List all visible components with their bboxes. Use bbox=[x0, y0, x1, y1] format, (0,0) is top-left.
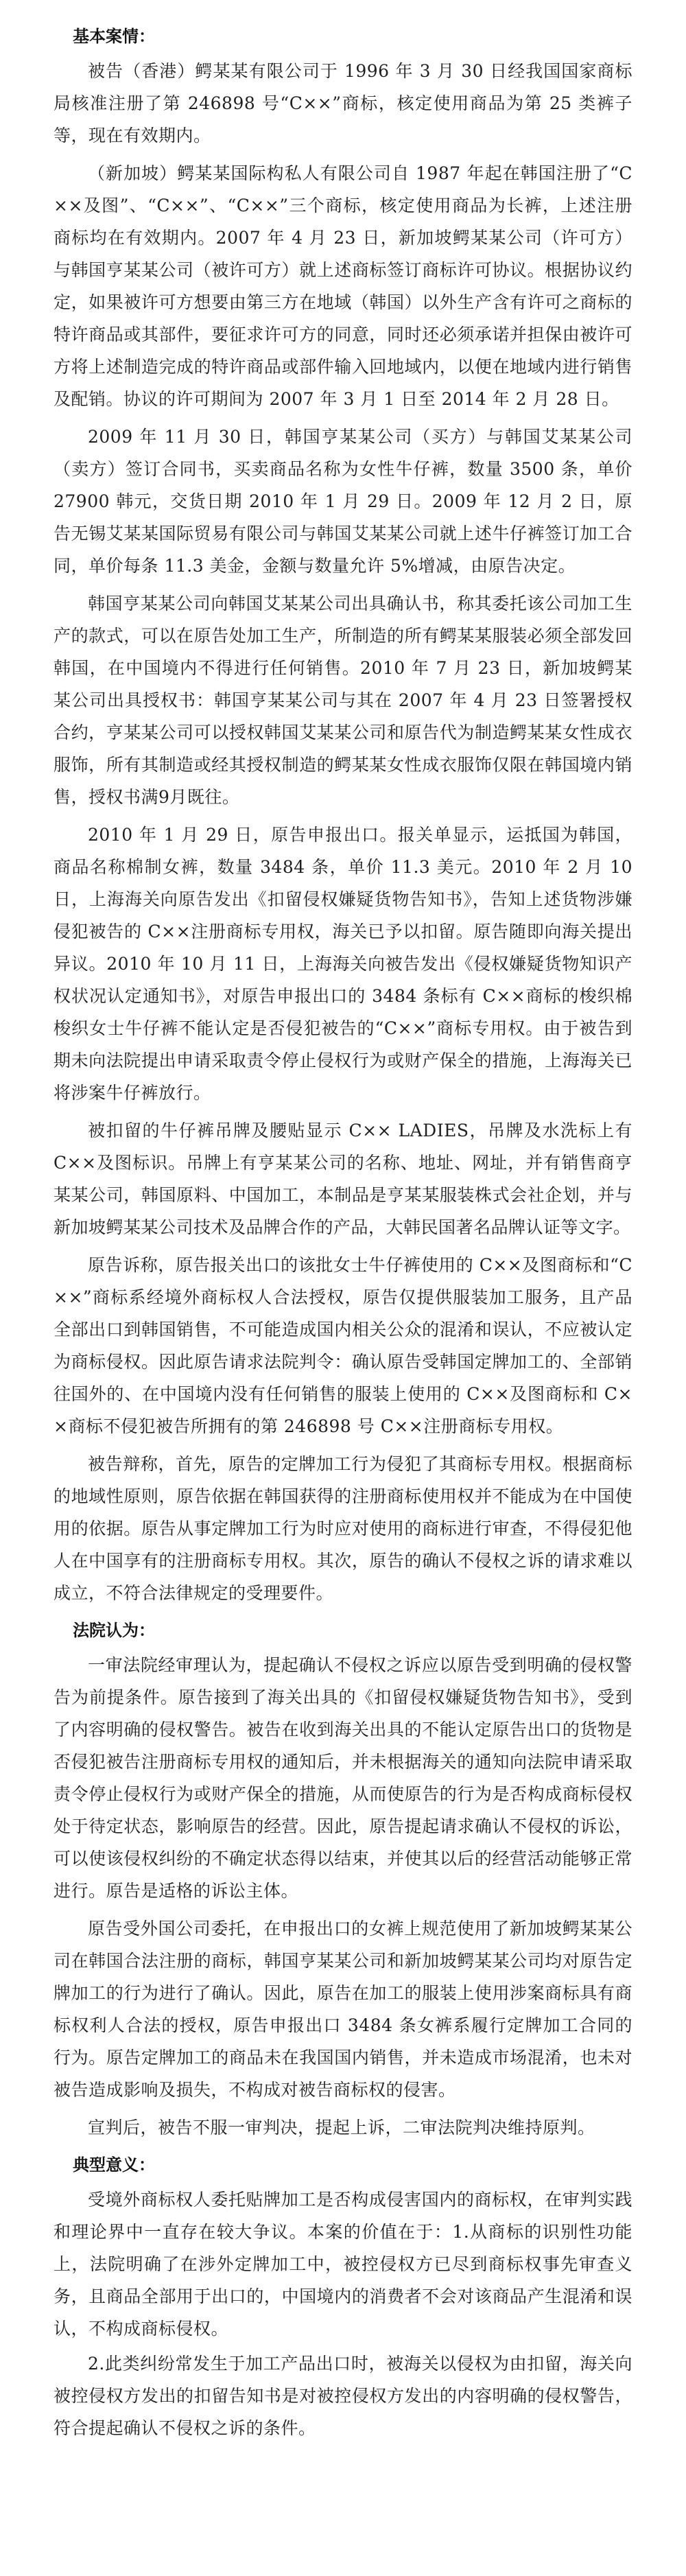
paragraph: 原告诉称，原告报关出口的该批女士牛仔裤使用的 C××及图商标和“C××”商标系经境外商标权人合法授权，原告仅提供服装加工服务，且产品全部出口到韩国销售，不可能造成国内相关公众的混淆和误认，不应被认定为商标侵权。因此原告请求法院判令：确认原告受韩国定牌加工的、全部销往国外的、在中国境内没有任何销售的服装上使用的 C××及图商标和 C××商标不侵犯被告所拥有的第 246898 号 C××注册商标专用权。 bbox=[54, 1255, 632, 1436]
paragraph: 宣判后，被告不服一审判决，提起上诉，二审法院判决维持原判。 bbox=[88, 2118, 595, 2138]
paragraph: 被扣留的牛仔裤吊牌及腰贴显示 C×× LADIES，吊牌及水洗标上有 C××及图标识。吊牌上有亨某某公司的名称、地址、网址，并有销售商亨某某公司，韩国原料、中国加工，本制品是亨某某服装株式会社企划，并与新加坡鳄某某公司技术及品牌合作的产品，大韩民国著名品牌认证等文字。 bbox=[54, 1121, 632, 1237]
paragraph: 原告受外国公司委托，在申报出口的女裤上规范使用了新加坡鳄某某公司在韩国合法注册的商标，韩国亨某某公司和新加坡鳄某某公司均对原告定牌加工的行为进行了确认。因此，原告在加工的服装上使用涉案商标具有商标权利人合法的授权，原告申报出口 3484 条女裤系履行定牌加工合同的行为。原告定牌加工的商品未在我国国内销售，并未造成市场混淆，也未对被告造成影响及损失，不构成对被告商标权的侵害。 bbox=[54, 1919, 632, 2100]
paragraph: 受境外商标权人委托贴牌加工是否构成侵害国内的商标权，在审判实践和理论界中一直存在较大争议。本案的价值在于：1.从商标的识别性功能上，法院明确了在涉外定牌加工中，被控侵权方已尽到商标权事先审查义务，且商品全部用于出口的，中国境内的消费者不会对该商品产生混淆和误认，不构成商标侵权。 bbox=[54, 2190, 632, 2339]
paragraph: 韩国亨某某公司向韩国艾某某公司出具确认书，称其委托该公司加工生产的款式，可以在原告处加工生产，所制造的所有鳄某某服装必须全部发回韩国，在中国境内不得进行任何销售。2010 年 7 月 23 日，新加坡鳄某某公司出具授权书：韩国亨某某公司与其在 2007 年 4 月 23 日签署授权合约，亨某某公司可以授权韩国艾某某公司和原告代为制造鳄某某女性成衣服饰，所有其制造或经其授权制造的鳄某某女性成衣服饰仅限在韩国境内销售，授权书满9月既往。 bbox=[54, 594, 632, 807]
section-heading-basic-facts: 基本案情： bbox=[73, 26, 155, 46]
paragraph: 被告（香港）鳄某某有限公司于 1996 年 3 月 30 日经我国国家商标局核准注册了第 246898 号“C××”商标，核定使用商品为第 25 类裤子等，现在有效期内。 bbox=[54, 61, 632, 145]
section-heading-significance: 典型意义： bbox=[73, 2155, 155, 2175]
paragraph: 被告辩称，首先，原告的定牌加工行为侵犯了其商标专用权。根据商标的地域性原则，原告依据在韩国获得的注册商标使用权并不能成为在中国使用的依据。原告从事定牌加工行为时应对使用的商标进行审查，不得侵犯他人在中国享有的注册商标专用权。其次，原告的确认不侵权之诉的请求难以成立，不符合法律规定的受理要件。 bbox=[54, 1454, 632, 1603]
paragraph: 一审法院经审理认为，提起确认不侵权之诉应以原告受到明确的侵权警告为前提条件。原告接到了海关出具的《扣留侵权嫌疑货物告知书》，受到了内容明确的侵权警告。被告在收到海关出具的不能认定原告出口的货物是否侵犯被告注册商标专用权的通知后，并未根据海关的通知向法院申请采取责令停止侵权行为或财产保全的措施，从而使原告的行为是否构成商标侵权处于待定状态，影响原告的经营。因此，原告提起请求确认不侵权的诉讼，可以使该侵权纠纷的不确定状态得以结束，并使其以后的经营活动能够正常进行。原告是适格的诉讼主体。 bbox=[54, 1655, 632, 1901]
paragraph: 2009 年 11 月 30 日，韩国亨某某公司（买方）与韩国艾某某公司（卖方）签订合同书，买卖商品名称为女性牛仔裤，数量 3500 条，单价 27900 韩元，交货日期 2010 年 1 月 29 日。2009 年 12 月 2 日，原告无锡艾某某国际贸易有限公司与韩国艾某某公司就上述牛仔裤签订加工合同，单价每条 11.3 美金，金额与数量允许 5%增减，由原告决定。 bbox=[54, 427, 632, 576]
paragraph: 2.此类纠纷常发生于加工产品出口时，被海关以侵权为由扣留，海关向被控侵权方发出的扣留告知书是对被控侵权方发出的内容明确的侵权警告，符合提起确认不侵权之诉的条件。 bbox=[54, 2354, 632, 2438]
section-heading-court-opinion: 法院认为： bbox=[73, 1620, 155, 1640]
paragraph: 2010 年 1 月 29 日，原告申报出口。报关单显示，运抵国为韩国，商品名称棉制女裤，数量 3484 条，单价 11.3 美元。2010 年 2 月 10 日，上海海关向原告发出《扣留侵权嫌疑货物告知书》，告知上述货物涉嫌侵犯被告的 C××注册商标专用权，海关已予以扣留。原告随即向海关提出异议。2010 年 10 月 11 日，上海海关向被告发出《侵权嫌疑货物知识产权状况认定通知书》，对原告申报出口的 3484 条标有 C××商标的梭织棉梭织女士牛仔裤不能认定是否侵犯被告的“C××”商标专用权。由于被告到期未向法院提出申请采取责令停止侵权行为或财产保全的措施，上海海关已将涉案牛仔裤放行。 bbox=[54, 825, 632, 1103]
paragraph: （新加坡）鳄某某国际构私人有限公司自 1987 年起在韩国注册了“C××及图”、“C××”、“C××”三个商标，核定使用商品为长裤，上述注册商标均在有效期内。2007 年 4 月 23 日，新加坡鳄某某公司（许可方）与韩国亨某某公司（被许可方）就上述商标签订商标许可协议。根据协议约定，如果被许可方想要由第三方在地域（韩国）以外生产含有许可之商标的特许商品或其部件，要征求许可方的同意，同时还必须承诺并担保由被许可方将上述制造完成的特许商品或部件输入回地域内，以便在地域内进行销售及配销。协议的许可期间为 2007 年 3 月 1 日至 2014 年 2 月 28 日。 bbox=[54, 163, 632, 409]
